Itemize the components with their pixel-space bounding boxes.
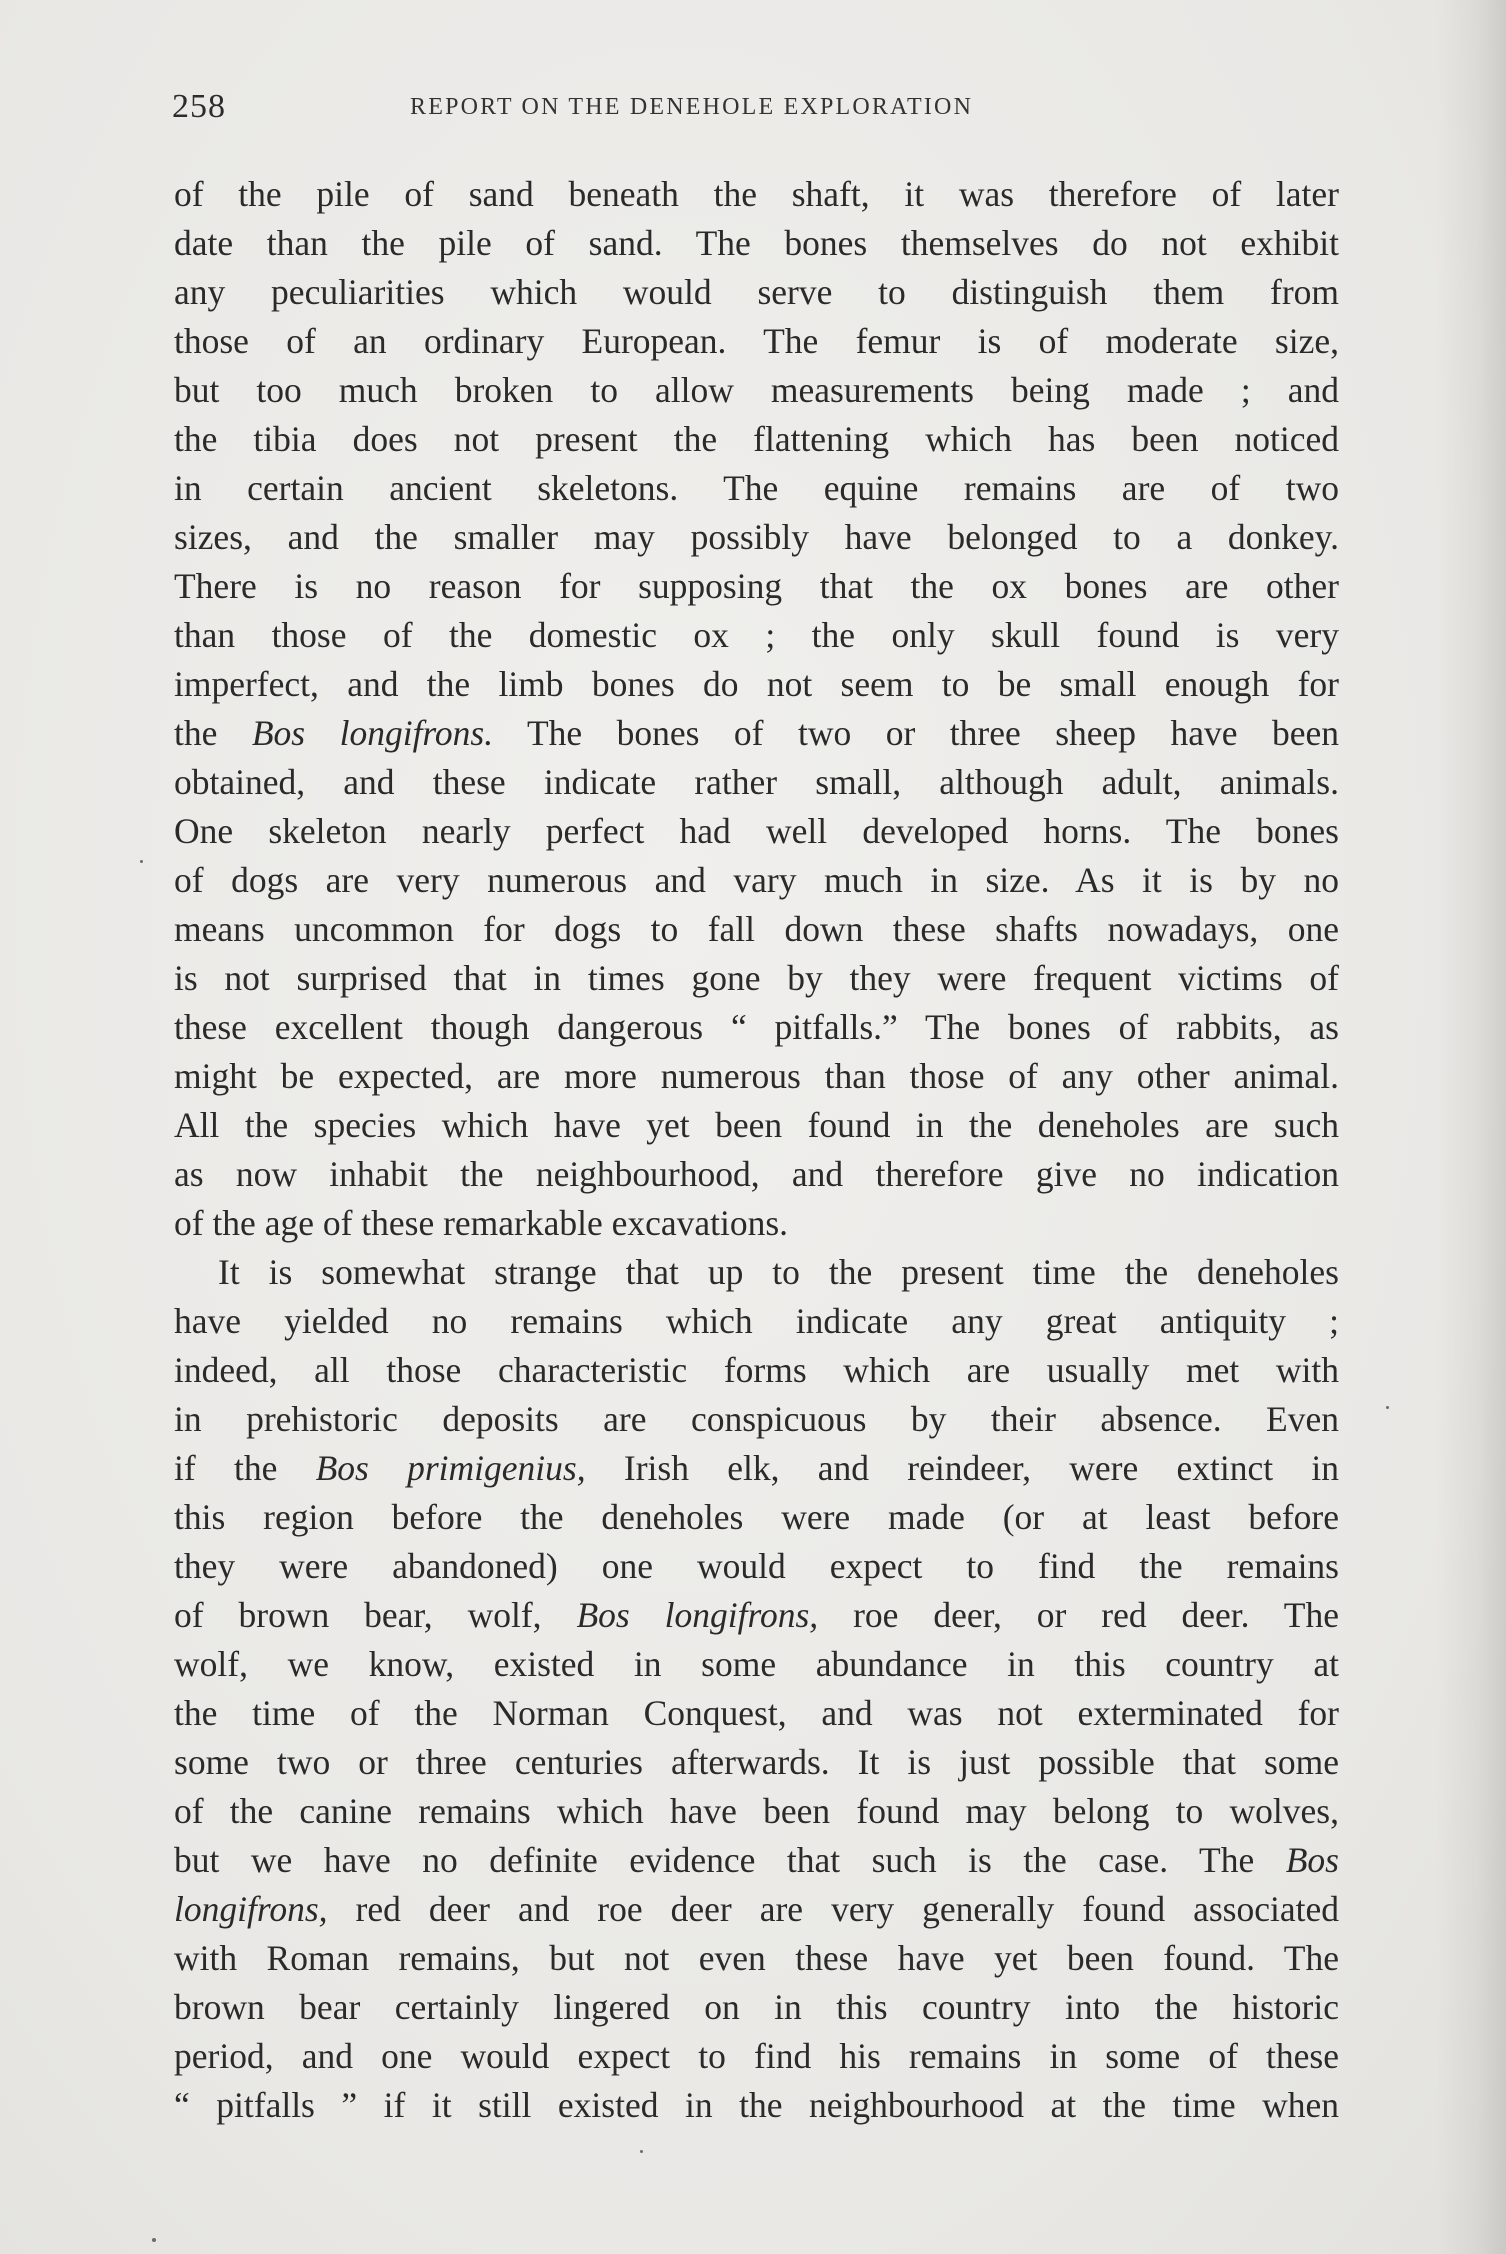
text-line bbox=[174, 1591, 1339, 1640]
text-segment: red deer and roe deer are very generally found associated bbox=[327, 1889, 1339, 1929]
text-line bbox=[174, 1150, 1339, 1199]
text-line bbox=[174, 1542, 1339, 1591]
text-segment: they were abandoned) one would expect to find the remains bbox=[174, 1546, 1339, 1586]
text-line bbox=[174, 1836, 1339, 1885]
italic-species-name: Bos bbox=[1285, 1840, 1339, 1880]
text-segment: The bones of two or three sheep have been bbox=[493, 713, 1340, 753]
body-text bbox=[174, 170, 1339, 2130]
text-line bbox=[174, 2081, 1339, 2130]
text-segment: as now inhabit the neighbourhood, and therefore give no indication bbox=[174, 1154, 1339, 1194]
text-segment: obtained, and these indicate rather small, although adult, animals. bbox=[174, 762, 1339, 802]
text-segment: of brown bear, wolf, bbox=[174, 1595, 577, 1635]
text-segment: “ pitfalls ” if it still existed in the neighbourhood at the time when bbox=[174, 2085, 1339, 2125]
text-line bbox=[174, 513, 1339, 562]
text-line bbox=[174, 709, 1339, 758]
print-speck bbox=[152, 2238, 156, 2242]
text-line bbox=[174, 1444, 1339, 1493]
text-segment: with Roman remains, but not even these have yet been found. The bbox=[174, 1938, 1339, 1978]
page-number: 258 bbox=[172, 88, 226, 125]
text-line bbox=[174, 1297, 1339, 1346]
text-line bbox=[174, 1738, 1339, 1787]
text-line bbox=[174, 1248, 1339, 1297]
text-line bbox=[174, 562, 1339, 611]
text-segment: but we have no definite evidence that such is the case. The bbox=[174, 1840, 1286, 1880]
text-segment: date than the pile of sand. The bones themselves do not exhibit bbox=[174, 223, 1339, 263]
text-segment: of the canine remains which have been found may belong to wolves, bbox=[174, 1791, 1339, 1831]
text-segment: those of an ordinary European. The femur is of moderate size, bbox=[174, 321, 1339, 361]
text-segment: of the age of these remarkable excavations. bbox=[174, 1203, 789, 1243]
text-segment: but too much broken to allow measurements being made ; and bbox=[174, 370, 1339, 410]
page-header bbox=[172, 88, 1342, 128]
text-segment: in prehistoric deposits are conspicuous by their absence. Even bbox=[174, 1399, 1339, 1439]
text-line bbox=[174, 1885, 1339, 1934]
text-segment: All the species which have yet been found in the deneholes are such bbox=[174, 1105, 1339, 1145]
text-line bbox=[174, 464, 1339, 513]
text-segment: brown bear certainly lingered on in this country into the historic bbox=[174, 1987, 1339, 2027]
text-line bbox=[174, 2032, 1339, 2081]
text-segment: One skeleton nearly perfect had well developed horns. The bones bbox=[174, 811, 1339, 851]
text-line bbox=[174, 170, 1339, 219]
text-line bbox=[174, 1101, 1339, 1150]
text-line bbox=[174, 268, 1339, 317]
text-segment: There is no reason for supposing that the ox bones are other bbox=[174, 566, 1339, 606]
text-line bbox=[174, 415, 1339, 464]
text-line bbox=[174, 366, 1339, 415]
text-line bbox=[174, 1493, 1339, 1542]
text-segment: these excellent though dangerous “ pitfalls.” The bones of rabbits, as bbox=[174, 1007, 1339, 1047]
text-segment: period, and one would expect to find his remains in some of these bbox=[174, 2036, 1339, 2076]
text-segment: wolf, we know, existed in some abundance in this country at bbox=[174, 1644, 1339, 1684]
text-segment: the time of the Norman Conquest, and was not exterminated for bbox=[174, 1693, 1339, 1733]
text-segment: than those of the domestic ox ; the only skull found is very bbox=[174, 615, 1339, 655]
text-line bbox=[174, 1395, 1339, 1444]
text-line bbox=[174, 611, 1339, 660]
text-segment: of dogs are very numerous and vary much in size. As it is by no bbox=[174, 860, 1339, 900]
text-segment: roe deer, or red deer. The bbox=[818, 1595, 1339, 1635]
italic-species-name: Bos primigenius, bbox=[315, 1448, 586, 1488]
text-line bbox=[174, 1346, 1339, 1395]
text-line bbox=[174, 1983, 1339, 2032]
text-line bbox=[174, 1052, 1339, 1101]
text-line bbox=[174, 905, 1339, 954]
text-line bbox=[174, 1199, 1339, 1248]
text-line bbox=[174, 317, 1339, 366]
text-line bbox=[174, 1934, 1339, 1983]
text-segment: Irish elk, and reindeer, were extinct in bbox=[585, 1448, 1339, 1488]
text-line bbox=[174, 954, 1339, 1003]
text-line bbox=[174, 660, 1339, 709]
text-line bbox=[174, 856, 1339, 905]
text-segment: imperfect, and the limb bones do not seem to be small enough for bbox=[174, 664, 1339, 704]
running-head: REPORT ON THE DENEHOLE EXPLORATION bbox=[410, 94, 974, 120]
print-speck bbox=[1386, 1406, 1389, 1409]
text-segment: It is somewhat strange that up to the present time the deneholes bbox=[218, 1252, 1339, 1292]
text-segment: is not surprised that in times gone by they were frequent victims of bbox=[174, 958, 1339, 998]
text-segment: have yielded no remains which indicate any great antiquity ; bbox=[174, 1301, 1339, 1341]
text-line bbox=[174, 1003, 1339, 1052]
text-segment: indeed, all those characteristic forms which are usually met with bbox=[174, 1350, 1339, 1390]
text-line bbox=[174, 1787, 1339, 1836]
text-segment: means uncommon for dogs to fall down these shafts nowadays, one bbox=[174, 909, 1339, 949]
text-segment: the tibia does not present the flattening which has been noticed bbox=[174, 419, 1339, 459]
text-segment: of the pile of sand beneath the shaft, it was therefore of later bbox=[174, 174, 1339, 214]
text-segment: the bbox=[174, 713, 252, 753]
text-line bbox=[174, 1640, 1339, 1689]
text-line bbox=[174, 807, 1339, 856]
text-line bbox=[174, 758, 1339, 807]
page-edge-shadow bbox=[1436, 0, 1506, 2254]
text-segment: any peculiarities which would serve to distinguish them from bbox=[174, 272, 1339, 312]
text-line bbox=[174, 1689, 1339, 1738]
print-speck bbox=[140, 860, 143, 863]
text-segment: in certain ancient skeletons. The equine remains are of two bbox=[174, 468, 1339, 508]
text-segment: if the bbox=[174, 1448, 316, 1488]
italic-species-name: Bos longifrons, bbox=[576, 1595, 819, 1635]
print-speck bbox=[640, 2150, 643, 2153]
text-segment: some two or three centuries afterwards. It is just possible that some bbox=[174, 1742, 1339, 1782]
text-segment: sizes, and the smaller may possibly have belonged to a donkey. bbox=[174, 517, 1339, 557]
text-segment: this region before the deneholes were made (or at least before bbox=[174, 1497, 1339, 1537]
text-line bbox=[174, 219, 1339, 268]
text-segment: might be expected, are more numerous than those of any other animal. bbox=[174, 1056, 1339, 1096]
italic-species-name: Bos longifrons. bbox=[251, 713, 494, 753]
italic-species-name: longifrons, bbox=[174, 1889, 328, 1929]
